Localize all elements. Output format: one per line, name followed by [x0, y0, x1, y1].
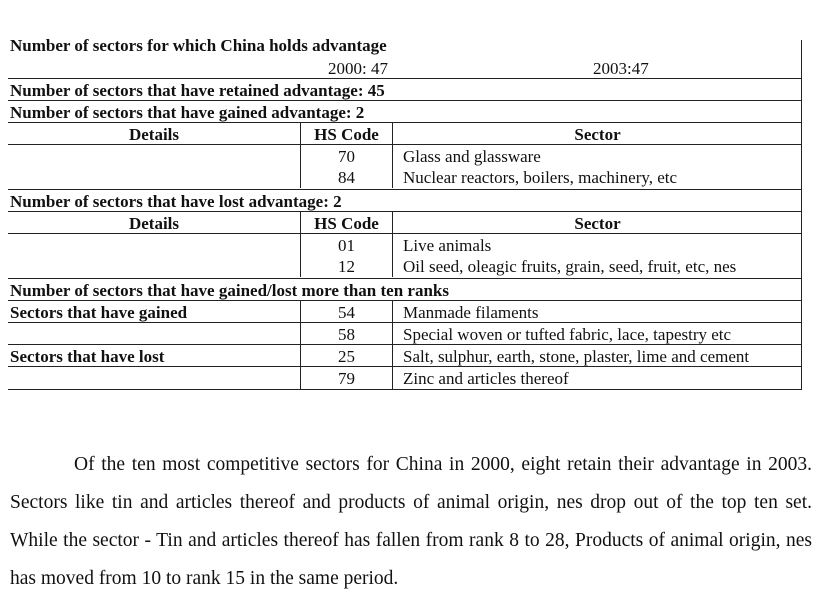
sector-cell: Manmade filaments: [392, 301, 802, 323]
retained-label: Number of sectors that have retained advantage: 45: [10, 80, 385, 100]
sector-cell: Glass and glassware: [392, 145, 802, 167]
sector-cell: Zinc and articles thereof: [392, 367, 802, 390]
sector-header: Sector: [392, 212, 802, 234]
table-row: [8, 322, 802, 345]
sector-header: Sector: [392, 123, 802, 145]
hs-code-cell: 79: [300, 367, 392, 390]
sector-cell: Nuclear reactors, boilers, machinery, etc: [392, 166, 802, 188]
table-title: Number of sectors for which China holds advantage: [10, 36, 387, 55]
ten-ranks-title: Number of sectors that have gained/lost more than ten ranks: [10, 280, 449, 300]
gained-header-row: [8, 122, 802, 145]
sector-cell: Live animals: [392, 234, 802, 256]
table-row: [8, 300, 802, 323]
gained-title-row: [8, 100, 802, 123]
gained-title: Number of sectors that have gained advantage: 2: [10, 102, 365, 122]
year-2000-count: 2000: 47: [328, 58, 388, 78]
year-2003-count: 2003:47: [593, 58, 649, 78]
china-advantage-table: [8, 36, 802, 390]
table-row: [8, 344, 802, 367]
hs-code-cell: 70: [300, 145, 392, 167]
details-cell: Sectors that have lost: [10, 346, 165, 366]
body-paragraph: [10, 446, 812, 598]
hs-code-cell: 54: [300, 301, 392, 323]
hs-code-header: HS Code: [300, 212, 392, 234]
sector-cell: Oil seed, oleagic fruits, grain, seed, fruit, etc, nes: [392, 255, 802, 277]
hs-code-cell: 84: [300, 166, 392, 188]
hs-code-cell: 12: [300, 255, 392, 277]
table-row: [8, 233, 802, 256]
lost-header-row: [8, 211, 802, 234]
paragraph-text: Of the ten most competitive sectors for China in 2000, eight retain their advantage in 2003. Sectors like tin and articles thereof and products of animal origin, nes drop out of the top ten set. While the sector - Tin and articles thereof has fallen from rank 8 to 28, Products of animal origin, nes has moved from 10 to rank 15 in the same period.: [10, 454, 812, 589]
lost-title: Number of sectors that have lost advantage: 2: [10, 191, 342, 211]
details-cell: Sectors that have gained: [10, 302, 188, 322]
hs-code-cell: 25: [300, 345, 392, 367]
sector-cell: Salt, sulphur, earth, stone, plaster, lime and cement: [392, 345, 802, 367]
table-row: [8, 144, 802, 167]
table-row: [8, 166, 802, 188]
lost-title-row: [8, 189, 802, 212]
sector-cell: Special woven or tufted fabric, lace, tapestry etc: [392, 323, 802, 345]
years-row: [8, 58, 802, 78]
table-title-row: [8, 36, 802, 55]
ten-ranks-title-row: [8, 278, 802, 301]
hs-code-cell: 58: [300, 323, 392, 345]
retained-row: [8, 78, 802, 101]
details-header: Details: [128, 124, 180, 144]
details-header: Details: [128, 213, 180, 233]
hs-code-cell: 01: [300, 234, 392, 256]
table-row: [8, 255, 802, 277]
table-row: [8, 366, 802, 390]
hs-code-header: HS Code: [300, 123, 392, 145]
